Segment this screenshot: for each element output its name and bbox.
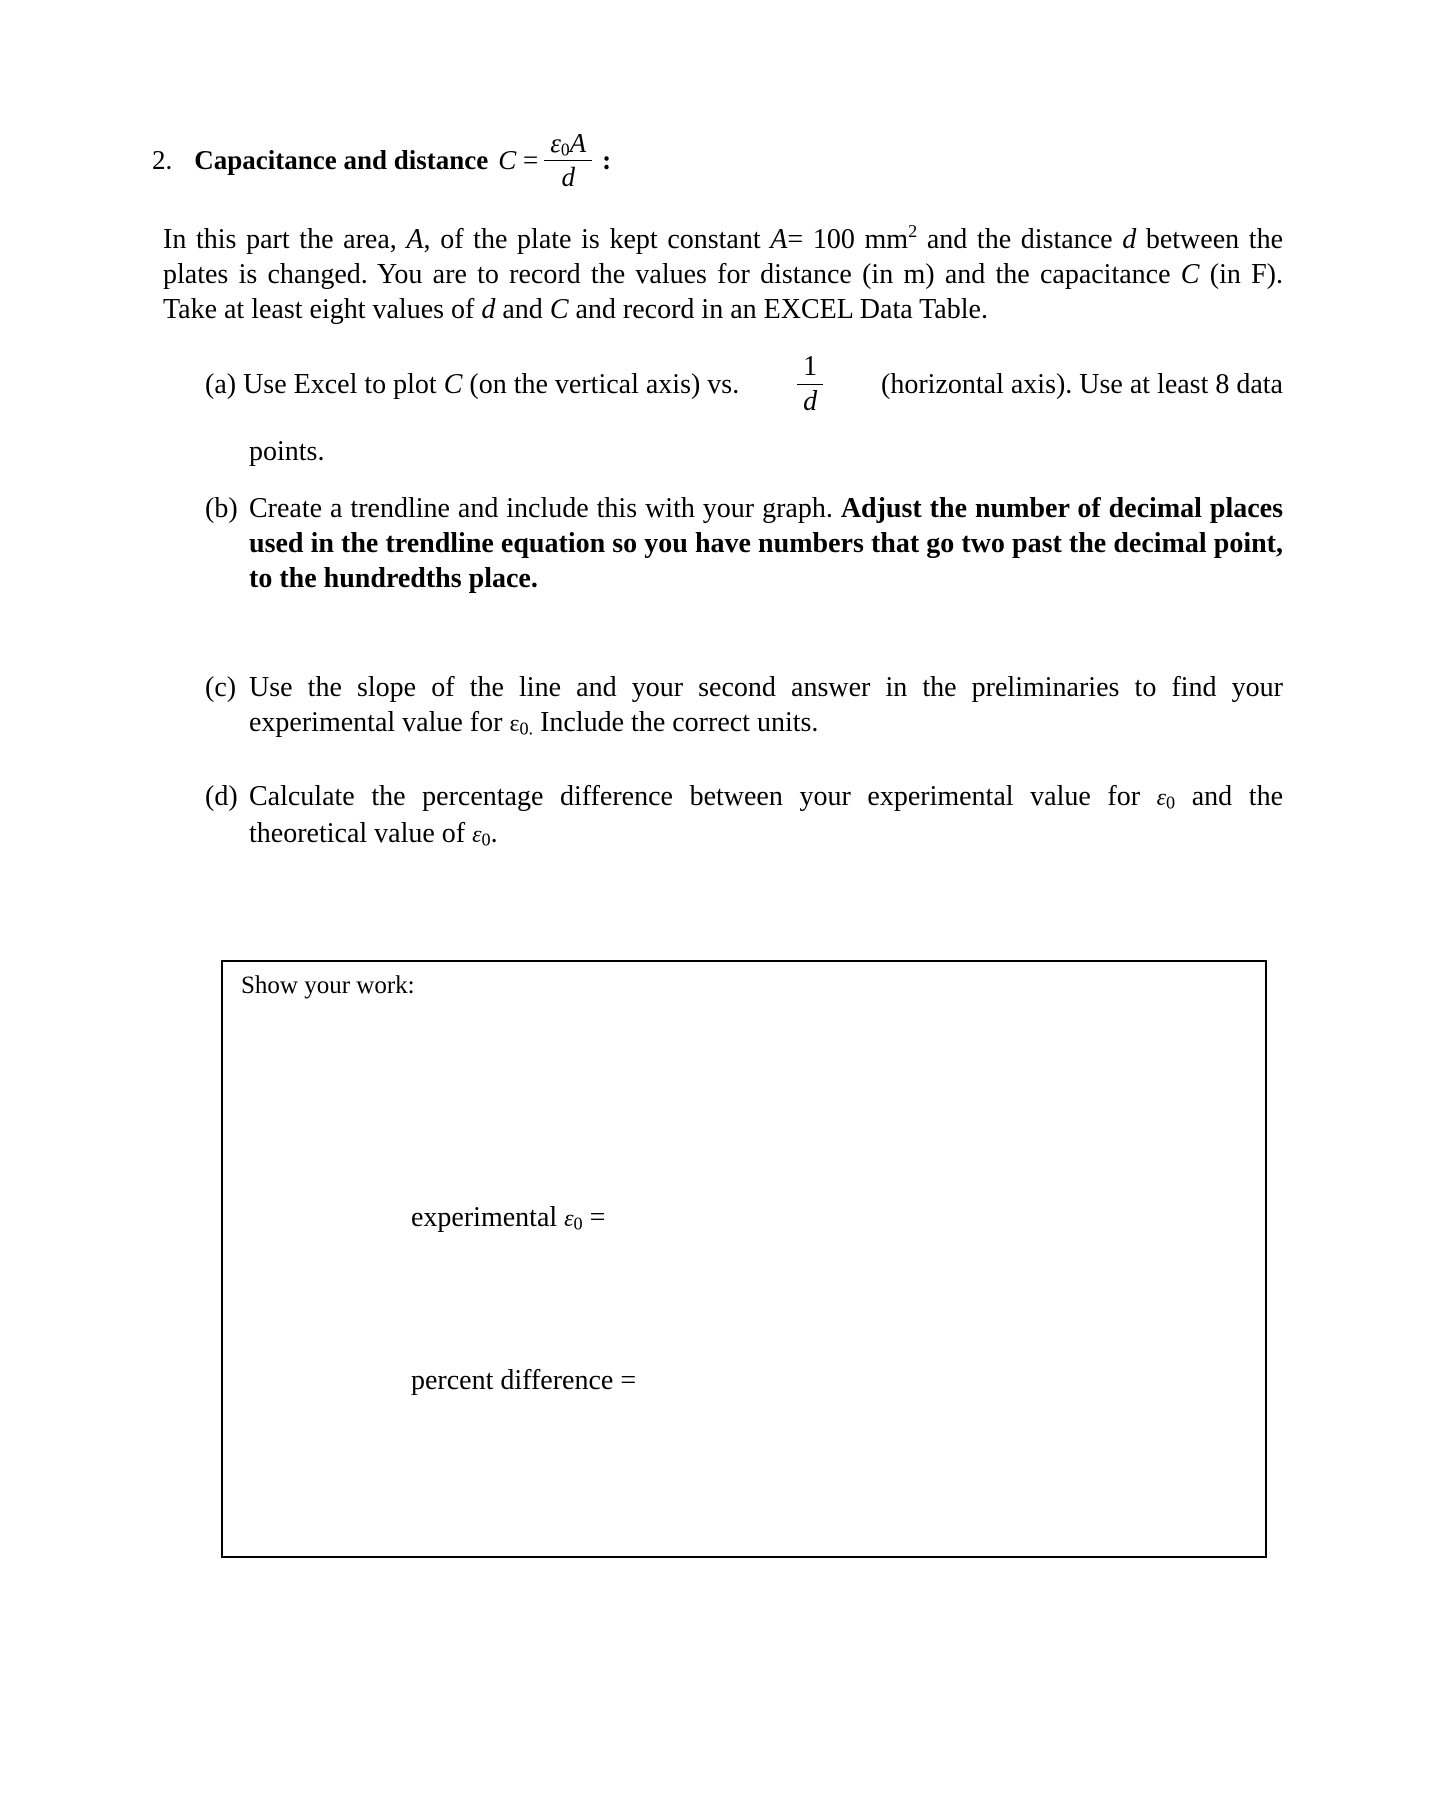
question-a-text-cont: (horizontal axis). Use at least 8 data (881, 369, 1283, 400)
question-a (205, 353, 1283, 469)
question-a-text-end: points. (249, 436, 325, 467)
formula-fraction (544, 130, 592, 191)
section-number: 2. (152, 145, 173, 175)
percent-difference-field[interactable]: percent difference = (411, 1365, 637, 1396)
question-b-label: (b) (205, 493, 238, 524)
question-c (205, 670, 1283, 742)
question-d-label: (d) (205, 781, 238, 812)
inverse-d-fraction: $\frac{1}{d}$ (797, 353, 823, 416)
formula-numerator: $\varepsilon_0A$ (544, 130, 592, 161)
question-b (205, 491, 1283, 596)
section-title: Capacitance and distance (194, 145, 489, 175)
question-a-text: (a) Use Excel to plot C (on the vertical axis) vs. (205, 369, 740, 400)
work-box[interactable] (221, 960, 1267, 1558)
question-c-label: (c) (205, 672, 237, 703)
question-c-text: Use the slope of the line and your second answer in the preliminaries to find your experimental value for $\varepsilon_{0.}$ Include the correct units. (249, 672, 1283, 739)
section-heading (152, 130, 611, 191)
experimental-epsilon-field[interactable]: experimental $\varepsilon_0$ = (411, 1202, 606, 1234)
intro-paragraph: In this part the area, A, of the plate is kept constant A= 100 $mm^2$ and the distance d between the plates is changed. You are to record the values for distance (in m) and the capacitance C (in F). Take at least eight values of d and C and record in an EXCEL Data Table. (163, 221, 1284, 325)
formula-lhs: C = (498, 145, 539, 175)
formula-denominator: d (561, 162, 575, 192)
question-d (205, 779, 1283, 853)
question-b-text: Create a trendline and include this with your graph. Adjust the number of decimal places used in the trendline equation so you have numbers that go two past the decimal point, to the hundredths place. (249, 493, 1283, 594)
show-work-label: Show your work: (241, 972, 415, 999)
formula-colon: : (602, 145, 612, 175)
question-d-text: Calculate the percentage difference between your experimental value for $\varepsilon_0$ and the theoretical value of $\varepsilon_0$. (249, 781, 1283, 850)
